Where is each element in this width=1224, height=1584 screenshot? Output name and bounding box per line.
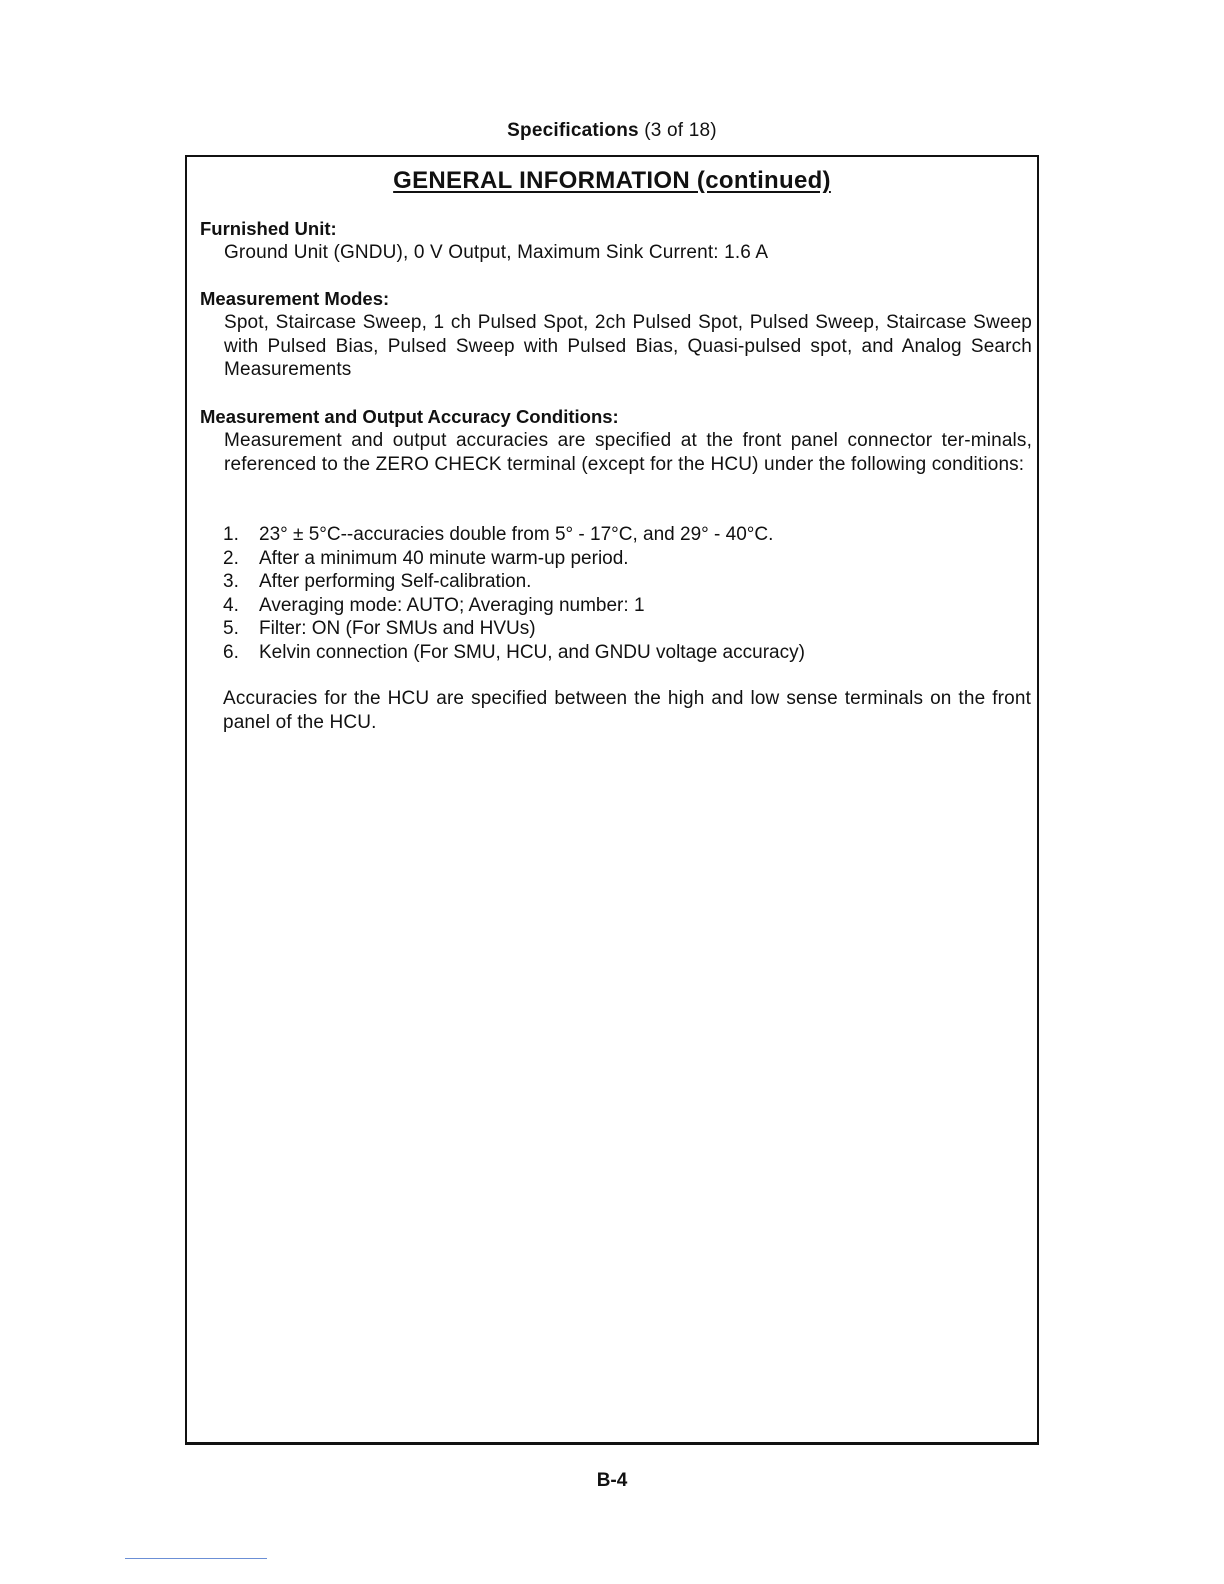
list-item-number: 2. [223,547,239,569]
section-measurement-modes [200,287,1032,382]
list-item [223,641,1023,665]
section-body: Measurement and output accuracies are specified at the front panel connector ter-minals, referenced to the ZERO CHECK terminal (except for the HCU) under the following conditions: [224,430,1032,475]
list-item-number: 4. [223,594,239,616]
list-item-number: 6. [223,641,239,663]
list-item [223,523,1023,547]
page-header [0,120,1224,142]
scan-artifact-line [125,1558,267,1559]
list-item-text: Filter: ON (For SMUs and HVUs) [259,618,536,639]
list-item-text: Averaging mode: AUTO; Averaging number: 1 [259,594,645,616]
section-heading: Furnished Unit: [200,218,337,239]
list-item-number: 5. [223,618,239,639]
section-body: Spot, Staircase Sweep, 1 ch Pulsed Spot, 2ch Pulsed Spot, Pulsed Sweep, Staircase Sweep with Pulsed Bias, Pulsed Sweep with Pulsed Bias, Quasi-pulsed spot, and Analog Search Measurements [224,312,1032,380]
list-item [223,617,1023,641]
spec-box [185,155,1039,1445]
section-accuracy-conditions [200,405,1032,476]
list-item [223,594,1023,618]
list-item-text: After performing Self-calibration. [259,571,532,592]
list-item-number: 1. [223,524,239,545]
list-item-number: 3. [223,571,239,592]
list-item-text: 23° ± 5°C--accuracies double from 5° - 17°C, and 29° - 40°C. [259,524,774,545]
header-page-of: (3 of 18) [644,120,717,141]
conditions-list [223,523,1023,664]
list-item [223,547,1023,571]
header-label: Specifications [507,120,639,141]
page-number: B-4 [596,1470,628,1491]
list-item-text: After a minimum 40 minute warm-up period. [259,547,629,569]
list-item-text: Kelvin connection (For SMU, HCU, and GNDU voltage accuracy) [259,641,805,663]
list-item [223,570,1023,594]
box-title: GENERAL INFORMATION (continued) [393,167,831,194]
hcu-accuracy-note: Accuracies for the HCU are specified between the high and low sense terminals on the front panel of the HCU. [223,688,1031,733]
section-body: Ground Unit (GNDU), 0 V Output, Maximum Sink Current: 1.6 A [224,242,769,263]
section-heading: Measurement Modes: [200,288,390,309]
section-furnished-unit [200,217,1032,265]
section-heading: Measurement and Output Accuracy Conditions: [200,406,619,427]
